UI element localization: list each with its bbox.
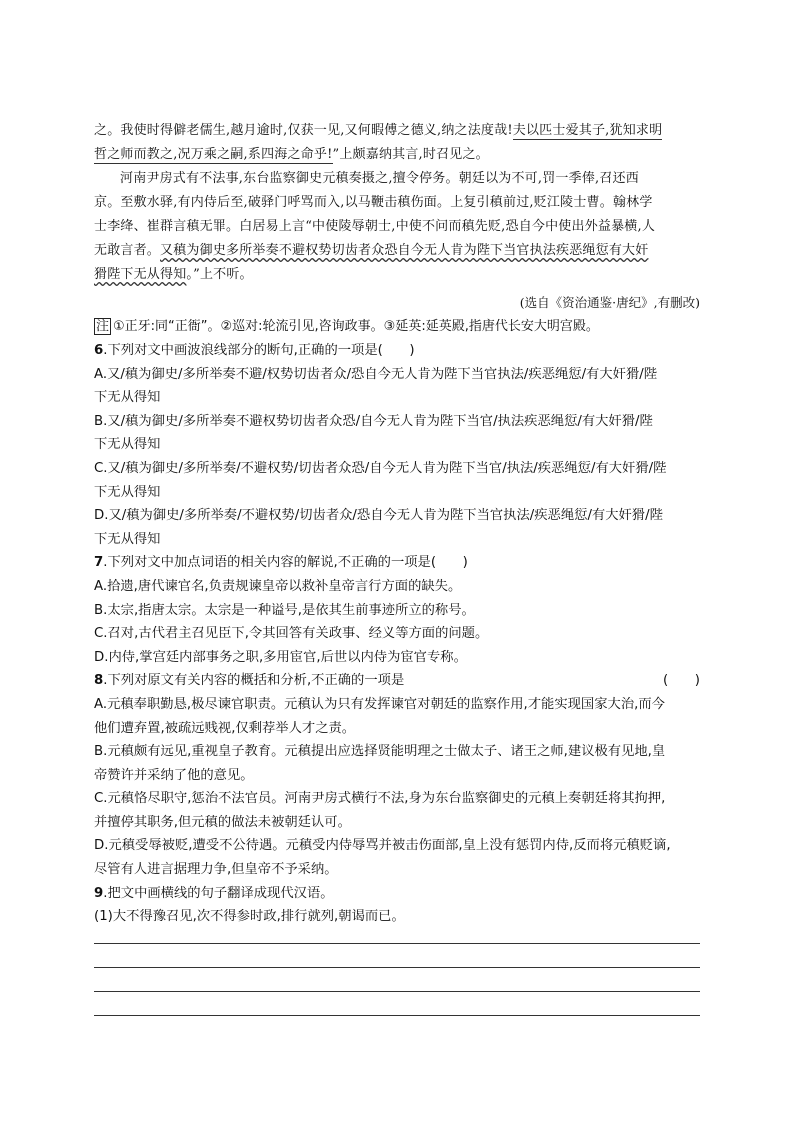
option-d: D.元稹受辱被贬,遭受不公待遇。元稹受内侍辱骂并被击伤面部,皇上没有惩罚内侍,反而将元稹贬谪, 尽管有人进言据理力争,但皇帝不予采纳。	[94, 838, 671, 878]
question-stem: 8.下列对原文有关内容的概括和分析,不正确的一项是 ( )	[94, 669, 700, 693]
passage-line: 京。至敷水驿,有内侍后至,破驿门呼骂而入,以马鞭击稹伤面。上复引稹前过,贬江陵士曹。翰林学	[94, 195, 653, 210]
option-b: B.太宗,指唐太宗。太宗是一种谥号,是依其生前事迹所立的称号。	[94, 602, 475, 618]
option-c: C.召对,古代君主召见臣下,令其回答有关政事、经义等方面的问题。	[94, 626, 489, 642]
option-d: D.内侍,掌宫廷内部事务之职,多用宦官,后世以内侍为宦官专称。	[94, 649, 467, 665]
answer-line[interactable]	[94, 967, 700, 968]
sub-question-1: (1)大不得豫召见,次不得参时政,排行就列,朝谒而已。	[94, 909, 405, 925]
underlined-sentence: 哲之师而教之,况万乘之嗣,系四海之命乎!	[94, 147, 333, 162]
option-d: D.又/稹为御史/多所举奏/不避权势/切齿者众/恐自今无人肯为陛下当官执法/疾恶绳愆/有大奸猾/陛 下无从得知	[94, 508, 663, 547]
question-stem: 9.把文中画横线的句子翻译成现代汉语。	[94, 885, 334, 901]
wavy-underlined-text: 又稹为御史多所举奏不避权势切齿者众恐自今无人肯为陛下当官执法疾恶绳愆有大奸	[160, 243, 649, 258]
question-9	[94, 882, 700, 1016]
question-6	[94, 339, 700, 551]
question-stem: 6.下列对文中画波浪线部分的断句,正确的一项是( )	[94, 343, 415, 358]
question-7	[94, 551, 700, 669]
answer-line[interactable]	[94, 991, 700, 992]
passage-line: 无敢言者。又稹为御史多所举奏不避权势切齿者众恐自今无人肯为陛下当官执法疾恶绳愆有大奸	[94, 243, 649, 258]
passage-line: 哲之师而教之,况万乘之嗣,系四海之命乎!”上颇嘉纳其言,时召见之。	[94, 147, 489, 162]
annotation-note	[94, 315, 700, 339]
classical-passage	[94, 119, 700, 315]
option-b: B.元稹颇有远见,重视皇子教育。元稹提出应选择贤能明理之士做太子、诸王之师,建议极有见地,皇 帝赞许并采纳了他的意见。	[94, 744, 666, 783]
passage-line: 河南尹房式有不法事,东台监察御史元稹奏摄之,擅令停务。朝廷以为不可,罚一季俸,召还西	[120, 171, 639, 186]
answer-area[interactable]	[94, 943, 700, 1016]
question-stem: 7.下列对文中加点词语的相关内容的解说,不正确的一项是( )	[94, 555, 468, 571]
option-b: B.又/稹为御史/多所举奏不避权势切齿者众恐/自今无人肯为陛下当官/执法疾恶绳愆/有大奸猾/陛 下无从得知	[94, 413, 653, 453]
option-a: A.拾遗,唐代谏官名,负责规谏皇帝以救补皇帝言行方面的缺失。	[94, 578, 462, 594]
answer-paren: ( )	[663, 673, 700, 689]
option-c: C.又/稹为御史/多所举奏/不避权势/切齿者众恐/自今无人肯为陛下当官/执法/疾恶绳愆/有大奸猾/陛 下无从得知	[94, 460, 667, 500]
note-text: ①正牙:同“正衙”。②巡对:轮流引见,咨询政事。③延英:延英殿,指唐代长安大明宫殿。	[113, 319, 599, 334]
underlined-sentence: 夫以匹士爱其子,犹知求明	[512, 123, 663, 138]
answer-line[interactable]	[94, 1015, 700, 1016]
option-a: A.元稹奉职勤恳,极尽谏官职责。元稹认为只有发挥谏官对朝廷的监察作用,才能实现国家大治,而今 他们遭弃置,被疏远贱视,仅剩荐举人才之责。	[94, 696, 665, 736]
answer-line[interactable]	[94, 943, 700, 944]
note-label: 注	[96, 319, 110, 334]
page-content	[94, 119, 700, 1039]
question-8	[94, 669, 700, 881]
passage-line: 猾陛下无从得知。”上不听。	[94, 267, 253, 282]
wavy-underlined-text: 猾陛下无从得知	[94, 267, 187, 282]
passage-line: 之。我使时得僻老儒生,越月逾时,仅获一见,又何暇傅之德义,纳之法度哉!夫以匹士爱其子,犹知求明	[94, 123, 663, 138]
passage-line: 士李绛、崔群言稹无罪。白居易上言“中使陵辱朝士,中使不问而稹先贬,恐自今中使出外益暴横,人	[94, 219, 656, 234]
passage-source: (选自《资治通鉴·唐纪》,有删改)	[519, 295, 700, 310]
option-c: C.元稹恪尽职守,惩治不法官员。河南尹房式横行不法,身为东台监察御史的元稹上奏朝廷将其拘押, 并擅停其职务,但元稹的做法未被朝廷认可。	[94, 791, 666, 830]
option-a: A.又/稹为御史/多所举奏不避/权势切齿者众/恐自今无人肯为陛下当官执法/疾恶绳愆/有大奸猾/陛 下无从得知	[94, 366, 658, 406]
